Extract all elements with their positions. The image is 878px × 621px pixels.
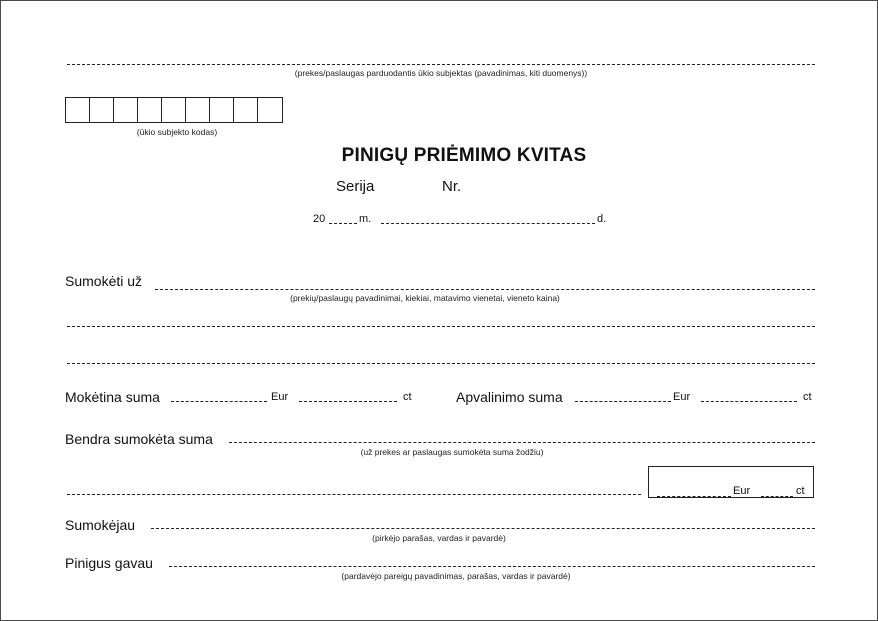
rounding-label: Apvalinimo suma (456, 389, 563, 405)
company-code-boxes[interactable] (65, 97, 283, 123)
date-day-line[interactable] (381, 223, 595, 224)
company-code-box[interactable] (234, 98, 258, 122)
amount-due-eur: Eur (271, 391, 289, 403)
total-words-line-2[interactable] (67, 494, 641, 495)
company-code-box[interactable] (162, 98, 186, 122)
amount-due-ct-line[interactable] (299, 401, 397, 402)
seller-line[interactable] (67, 64, 815, 65)
amount-due-eur-line[interactable] (171, 401, 267, 402)
rounding-eur: Eur (673, 391, 691, 403)
receiver-signature-line[interactable] (169, 566, 815, 567)
rounding-eur-line[interactable] (575, 401, 671, 402)
receiver-caption: (pardavėjo pareigų pavadinimas, parašas, vardas ir pavardė) (341, 571, 571, 581)
company-code-box[interactable] (186, 98, 210, 122)
receiver-label: Pinigus gavau (65, 555, 153, 571)
seller-caption: (prekes/paslaugas parduodantis ūkio subjektas (pavadinimas, kiti duomenys)) (294, 68, 588, 78)
company-code-box[interactable] (138, 98, 162, 122)
date-month-suffix: m. (359, 213, 372, 225)
company-code-box[interactable] (258, 98, 282, 122)
total-words-line[interactable] (229, 442, 815, 443)
total-ct: ct (796, 485, 805, 497)
amount-due-label: Mokėtina suma (65, 389, 160, 405)
total-caption: (už prekes ar paslaugas sumokėta suma žodžiu) (360, 447, 544, 457)
company-code-box[interactable] (66, 98, 90, 122)
company-code-caption: (ūkio subjekto kodas) (136, 127, 218, 137)
company-code-box[interactable] (114, 98, 138, 122)
page-title: PINIGŲ PRIĖMIMO KVITAS (341, 145, 587, 166)
date-year-line[interactable] (329, 223, 357, 224)
paid-for-line-2[interactable] (67, 326, 815, 327)
payer-label: Sumokėjau (65, 517, 136, 533)
paid-for-caption: (prekių/paslaugų pavadinimai, kiekiai, matavimo vienetai, vieneto kaina) (290, 293, 560, 303)
payer-signature-line[interactable] (151, 528, 815, 529)
payer-caption: (pirkėjo parašas, vardas ir pavardė) (372, 533, 506, 543)
amount-due-ct: ct (403, 391, 412, 403)
rounding-ct-line[interactable] (701, 401, 797, 402)
total-eur: Eur (733, 485, 751, 497)
paid-for-line-1[interactable] (155, 289, 815, 290)
paid-for-line-3[interactable] (67, 363, 815, 364)
number-label: Nr. (442, 178, 462, 195)
total-eur-line[interactable] (657, 496, 731, 497)
paid-for-label: Sumokėti už (65, 273, 143, 289)
date-year-prefix: 20 (313, 213, 326, 225)
company-code-box[interactable] (90, 98, 114, 122)
date-day-suffix: d. (597, 213, 607, 225)
rounding-ct: ct (803, 391, 812, 403)
total-amount-box[interactable] (648, 466, 814, 498)
series-label: Serija (336, 178, 375, 195)
total-label: Bendra sumokėta suma (65, 431, 213, 447)
company-code-box[interactable] (210, 98, 234, 122)
total-ct-line[interactable] (761, 496, 793, 497)
